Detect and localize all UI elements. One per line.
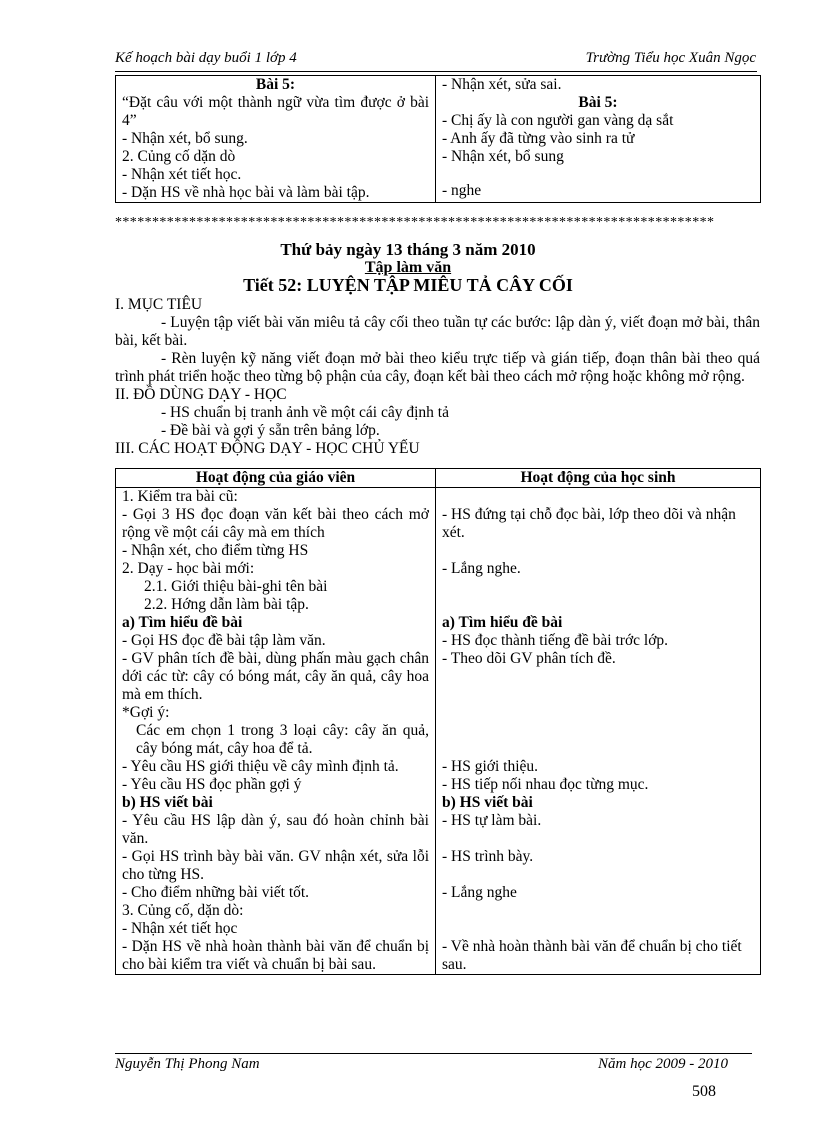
header-divider xyxy=(115,71,757,72)
column-header-teacher: Hoạt động của giáo viên xyxy=(116,469,436,488)
lesson-title: Tiết 52: LUYỆN TẬP MIÊU TẢ CÂY CỐI xyxy=(243,275,573,295)
top-left-line: - Nhận xét, bổ sung. xyxy=(122,130,248,147)
top-right-last: - nghe xyxy=(442,182,482,199)
objective-item: - Rèn luyện kỹ năng viết đoạn mở bài theo kiểu trực tiếp và gián tiếp, đoạn thân bài theo quá trình phát triển hoặc theo từng bộ phận của cây, đoạn kết bài theo cách mở rộng hoặc không mở rộng. xyxy=(115,350,760,385)
student-line: a) Tìm hiểu đề bài xyxy=(442,614,563,631)
student-line: - HS tiếp nối nhau đọc từng mục. xyxy=(442,776,649,793)
teacher-line: 2.1. Giới thiệu bài-ghi tên bài xyxy=(144,578,328,595)
student-line xyxy=(442,704,754,722)
student-line xyxy=(442,920,754,938)
student-line xyxy=(442,578,754,596)
teacher-line: *Gợi ý: xyxy=(122,704,170,721)
teacher-line: 2.2. Hớng dẫn làm bài tập. xyxy=(144,596,309,613)
objective-item: - Luyện tập viết bài văn miêu tả cây cối theo tuần tự các bước: lập dàn ý, viết đoạn mở bài, thân bài, kết bài. xyxy=(115,314,760,349)
top-right-first: - Nhận xét, sửa sai. xyxy=(442,76,562,93)
teacher-line: - Gọi 3 HS đọc đoạn văn kết bài theo cách mở rộng về một cái cây mà em thích xyxy=(122,506,429,541)
top-left-line: “Đặt câu với một thành ngữ vừa tìm được ở bài 4” xyxy=(122,94,429,129)
student-line: - HS đứng tại chỗ đọc bài, lớp theo dõi và nhận xét. xyxy=(442,506,736,541)
top-right-line: - Chị ấy là con người gan vàng dạ sắt xyxy=(442,112,674,129)
student-line xyxy=(442,542,754,560)
teacher-line: a) Tìm hiểu đề bài xyxy=(122,614,243,631)
student-line: - HS đọc thành tiếng đề bài trớc lớp. xyxy=(442,632,669,649)
student-line: - Về nhà hoàn thành bài văn để chuẩn bị cho tiết sau. xyxy=(442,938,742,973)
student-line xyxy=(442,902,754,920)
top-left-heading: Bài 5: xyxy=(255,76,296,93)
footer-divider xyxy=(115,1053,752,1054)
teacher-line: - Gọi HS trình bày bài văn. GV nhận xét, sửa lỗi cho từng HS. xyxy=(122,848,429,883)
subject-title: Tập làm văn xyxy=(364,259,452,276)
page-number: 508 xyxy=(692,1083,716,1100)
top-left-line: - Dặn HS về nhà học bài và làm bài tập. xyxy=(122,184,370,201)
teacher-line: b) HS viết bài xyxy=(122,794,213,811)
student-activities-cell xyxy=(436,488,761,975)
header-left: Kế hoạch bài dạy buổi 1 lớp 4 xyxy=(115,50,297,66)
teacher-line: - Dặn HS về nhà hoàn thành bài văn để chuẩn bị cho bài kiểm tra viết và chuẩn bị bài sau. xyxy=(122,938,429,973)
top-left-line: 2. Củng cố dặn dò xyxy=(122,148,236,165)
teacher-line: - Yêu cầu HS lập dàn ý, sau đó hoàn chỉnh bài văn. xyxy=(122,812,429,847)
student-line: b) HS viết bài xyxy=(442,794,533,811)
star-separator: ********************************************************************************* xyxy=(115,215,715,230)
teacher-line: 3. Củng cố, dặn dò: xyxy=(122,902,244,919)
activities-heading: III. CÁC HOẠT ĐỘNG DẠY - HỌC CHỦ YẾU xyxy=(115,440,420,457)
teacher-line: - Gọi HS đọc đề bài tập làm văn. xyxy=(122,632,326,649)
teacher-line: - GV phân tích đề bài, dùng phấn màu gạch chân dới các từ: cây có bóng mát, cây ăn quả, cây hoa mà em thích. xyxy=(122,650,429,703)
top-right-heading: Bài 5: xyxy=(578,94,618,111)
student-line: - Theo dõi GV phân tích đề. xyxy=(442,650,616,667)
footer-author: Nguyễn Thị Phong Nam xyxy=(115,1056,260,1072)
teacher-line: - Yêu cầu HS đọc phần gợi ý xyxy=(122,776,302,793)
footer-school-year: Năm học 2009 - 2010 xyxy=(598,1056,728,1072)
teacher-line: - Cho điểm những bài viết tốt. xyxy=(122,884,310,901)
student-line xyxy=(442,596,754,614)
material-item: - Đề bài và gợi ý sẵn trên bảng lớp. xyxy=(161,422,380,439)
top-table xyxy=(115,75,761,203)
material-item: - HS chuẩn bị tranh ảnh về một cái cây định tả xyxy=(161,404,449,421)
column-header-student: Hoạt động của học sinh xyxy=(436,469,761,488)
student-line: - HS giới thiệu. xyxy=(442,758,539,775)
objectives-section xyxy=(115,296,760,458)
teacher-line: Các em chọn 1 trong 3 loại cây: cây ăn quả, cây bóng mát, cây hoa để tả. xyxy=(136,722,429,757)
top-right-line: - Nhận xét, bổ sung xyxy=(442,148,564,165)
top-right-line: - Anh ấy đã từng vào sinh ra tử xyxy=(442,130,635,147)
student-line xyxy=(442,488,754,506)
lesson-date: Thứ bảy ngày 13 tháng 3 năm 2010 xyxy=(280,240,536,259)
teacher-line: - Nhận xét, cho điểm từng HS xyxy=(122,542,309,559)
teacher-line: 2. Dạy - học bài mới: xyxy=(122,560,255,577)
teacher-activities-cell xyxy=(116,488,436,975)
top-left-line: - Nhận xét tiết học. xyxy=(122,166,242,183)
teacher-line: - Nhận xét tiết học xyxy=(122,920,238,937)
student-line xyxy=(442,722,754,758)
student-line: - HS trình bày. xyxy=(442,848,534,865)
teacher-line: - Yêu cầu HS giới thiệu về cây mình định tả. xyxy=(122,758,399,775)
student-line: - Lắng nghe. xyxy=(442,560,521,577)
top-table-left-cell xyxy=(116,76,436,203)
header-right: Trường Tiểu học Xuân Ngọc xyxy=(585,50,756,66)
teacher-line: 1. Kiểm tra bài cũ: xyxy=(122,488,238,505)
materials-heading: II. ĐỒ DÙNG DẠY - HỌC xyxy=(115,386,287,403)
activities-table xyxy=(115,468,761,975)
top-table-right-cell xyxy=(436,76,761,203)
student-line: - HS tự làm bài. xyxy=(442,812,542,829)
student-line: - Lắng nghe xyxy=(442,884,517,901)
objectives-heading: I. MỤC TIÊU xyxy=(115,296,203,313)
